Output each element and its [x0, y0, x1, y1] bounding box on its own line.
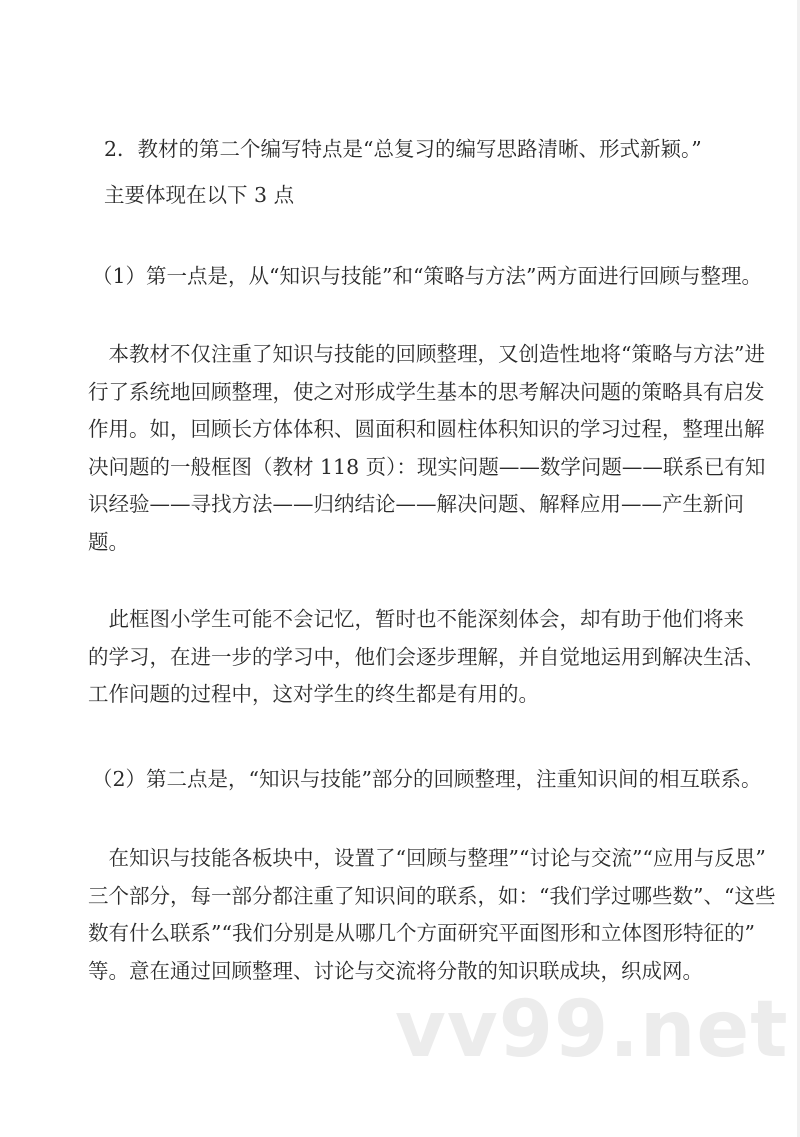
paragraph-line: 数有什么联系”“我们分别是从哪几个方面研究平面图形和立体图形特征的”: [88, 921, 755, 945]
paragraph-line: 此框图小学生可能不会记忆，暂时也不能深刻体会，却有助于他们将来: [88, 607, 744, 631]
heading-text: 2．教材的第二个编写特点是“总复习的编写思路清晰、形式新颖。”: [104, 137, 702, 161]
paragraph-line: 工作问题的过程中，这对学生的终生都是有用的。: [88, 682, 539, 706]
paragraph-line: 本教材不仅注重了知识与技能的回顾整理，又创造性地将“策略与方法”进: [88, 342, 765, 366]
subheading-text: 主要体现在以下 3 点: [104, 183, 295, 207]
point-1-text: （1）第一点是，从“知识与技能”和“策略与方法”两方面进行回顾与整理。: [92, 264, 762, 288]
paragraph-line: 行了系统地回顾整理，使之对形成学生基本的思考解决问题的策略具有启发: [88, 379, 765, 404]
point-2-heading: [92, 761, 762, 799]
paragraph-line: 题。: [88, 529, 129, 554]
paragraph-line: 等。意在通过回顾整理、讨论与交流将分散的知识联成块，织成网。: [88, 958, 703, 983]
paragraph-2: [88, 601, 765, 714]
paragraph-line: 作用。如，回顾长方体体积、圆面积和圆柱体积知识的学习过程，整理出解: [88, 417, 765, 441]
paragraph-line: 三个部分，每一部分都注重了知识间的联系，如：“我们学过哪些数”、“这些: [88, 883, 776, 908]
paragraph-line: 决问题的一般框图（教材 118 页）：现实问题——数学问题——联系已有知: [88, 454, 766, 479]
paragraph-line: 识经验——寻找方法——归纳结论——解决问题、解释应用——产生新问: [88, 492, 744, 516]
subheading: [104, 177, 744, 215]
paragraph-line: 在知识与技能各板块中，设置了“回顾与整理”“讨论与交流”“应用与反思”: [88, 846, 766, 870]
point-2-text: （2）第二点是，“知识与技能”部分的回顾整理，注重知识间的相互联系。: [92, 767, 762, 791]
paragraph-line: 的学习，在进一步的学习中，他们会逐步理解，并自觉地运用到解决生活、: [88, 644, 765, 669]
section-heading: [104, 131, 744, 169]
point-1-heading: [92, 258, 762, 296]
watermark: vv99.net: [395, 985, 789, 1075]
paragraph-1: [88, 336, 766, 561]
paragraph-3: [88, 840, 776, 990]
